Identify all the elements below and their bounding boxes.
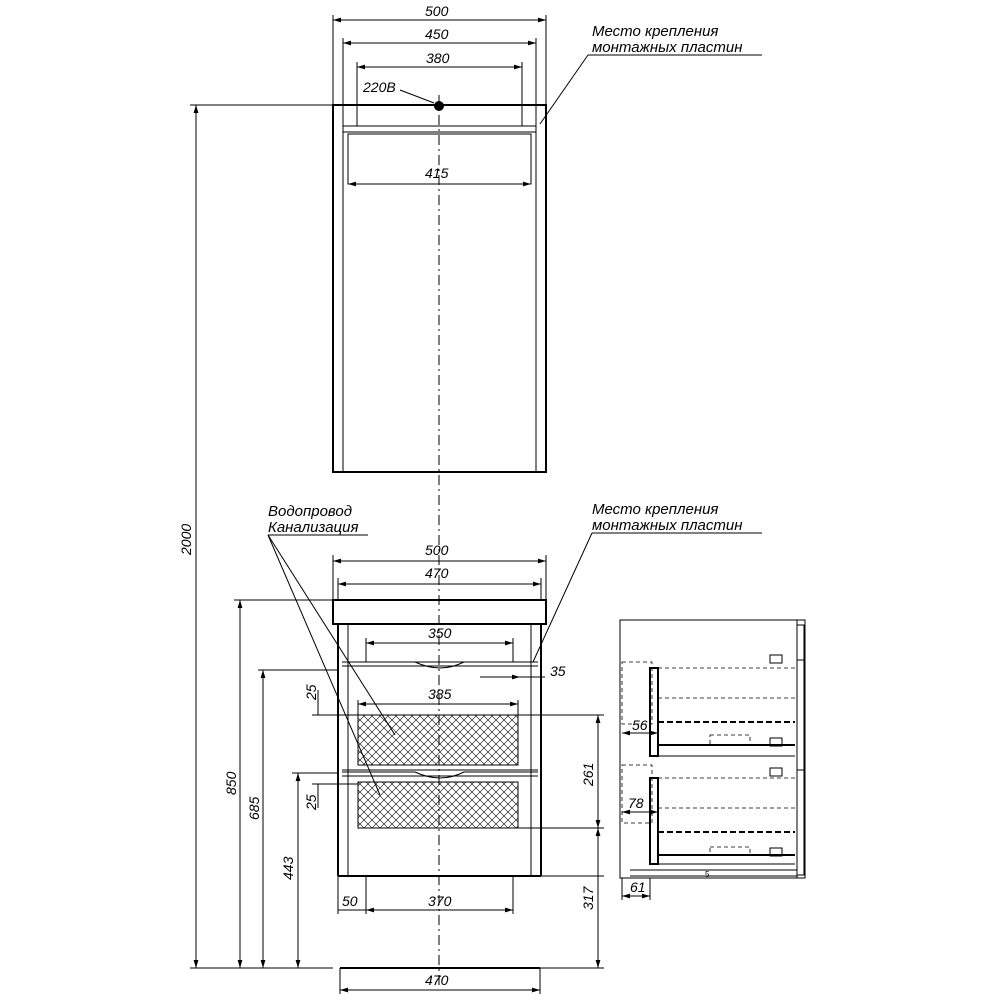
dim-total-2000: 2000 [178,523,194,555]
dim-height-685: 685 [246,796,262,820]
pipe-zone-lower [358,782,518,828]
dim-top-450: 450 [425,26,449,42]
callout-mount-top [540,23,762,124]
dim-vanity-25-lower: 25 [303,794,319,810]
svg-text:Место крепления: Место крепления [592,23,719,40]
dim-floor-470: 470 [425,972,449,988]
total-height-dimension [178,105,333,968]
dim-height-443: 443 [280,856,296,880]
dim-top-415: 415 [425,165,449,181]
upper-cabinet [333,90,546,985]
side-section-view [620,620,805,900]
dim-vanity-470: 470 [425,565,449,581]
dim-height-850: 850 [223,771,239,795]
svg-text:монтажных пластин: монтажных пластин [592,39,743,56]
dim-vanity-261: 261 [580,762,596,786]
dim-top-380: 380 [426,50,450,66]
dim-vanity-350: 350 [428,625,452,641]
svg-text:Место крепления: Место крепления [592,501,719,518]
dim-vanity-500: 500 [425,542,449,558]
dim-vanity-25-upper: 25 [303,684,319,700]
dim-side-56: 56 [632,717,648,733]
dim-vanity-370: 370 [428,893,452,909]
dim-vanity-385: 385 [428,686,452,702]
dim-top-500: 500 [425,3,449,19]
dim-vanity-317: 317 [580,886,596,910]
dim-vanity-50: 50 [342,893,358,909]
dim-vanity-35: 35 [550,663,566,679]
power-outlet-icon [434,101,444,111]
svg-text:5: 5 [705,870,710,879]
svg-text:Канализация: Канализация [268,519,359,536]
svg-text:монтажных пластин: монтажных пластин [592,517,743,534]
power-220v-label: 220В [363,79,396,95]
pipe-zone-upper [358,715,518,765]
callout-mount-bottom [533,501,762,662]
svg-text:Водопровод: Водопровод [268,503,353,520]
dim-side-78: 78 [628,795,644,811]
dim-side-61: 61 [630,879,646,895]
